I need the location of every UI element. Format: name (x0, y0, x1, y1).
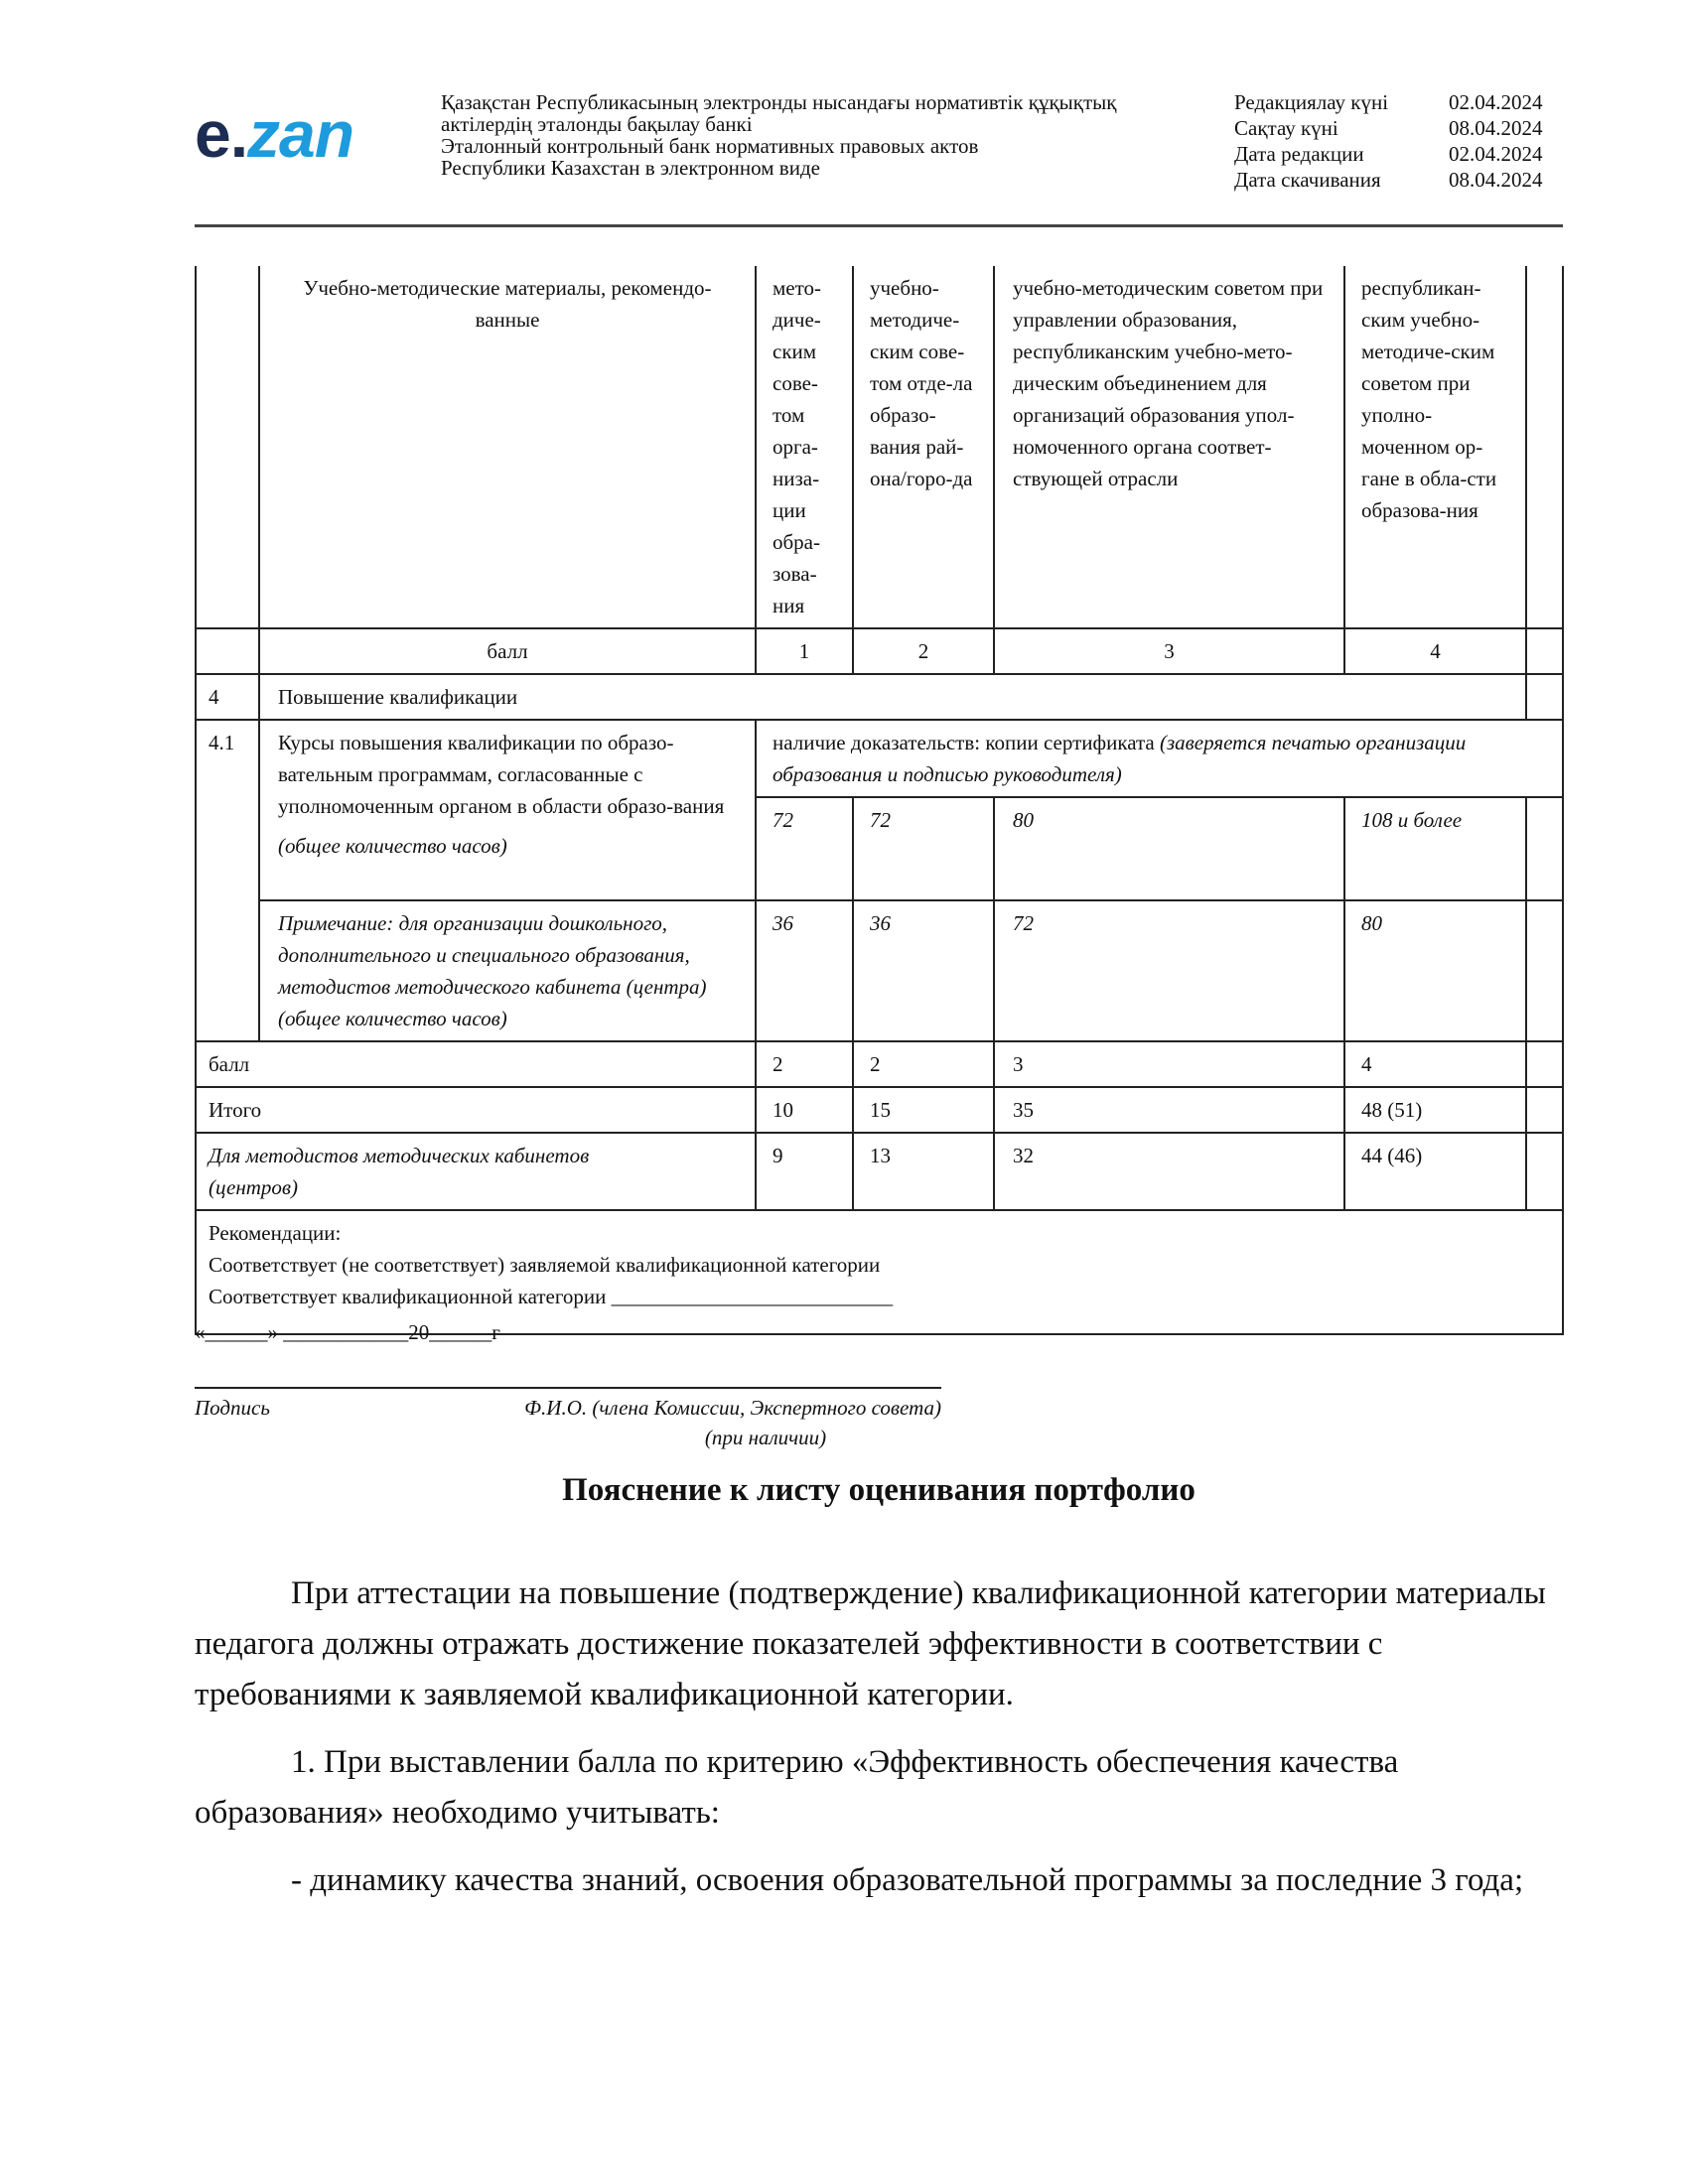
row-number: 4.1 (196, 720, 259, 1041)
table-cell: мето-диче-ским сове-том орга-низа-ции обра-зова-ния (756, 266, 853, 628)
recommendation-line: Соответствует квалификационной категории ___________________________ (209, 1285, 894, 1308)
recommendations-cell (196, 1210, 1563, 1334)
meta-value: 08.04.2024 (1449, 168, 1543, 192)
table-cell: 4 (1344, 1041, 1526, 1087)
row-label: балл (196, 1041, 756, 1087)
meta-row (1234, 141, 1552, 167)
table-row (196, 720, 1563, 797)
table-row (196, 1087, 1563, 1133)
table-cell: 13 (853, 1133, 994, 1210)
evidence-cell (756, 720, 1563, 797)
meta-label: Сақтау күні (1234, 116, 1338, 140)
row-label-text: Курсы повышения квалификации по образо-вательным программам, согласованные с уполномоченным органом в области образо-вания (278, 731, 725, 818)
table-cell: 72 (994, 900, 1344, 1041)
table-row (196, 1133, 1563, 1210)
table-cell (1526, 674, 1563, 720)
paragraph: При аттестации на повышение (подтверждение) квалификационной категории материалы педагога должны отражать достижение показателей эффективности в соответствии с требованиями к заявляемой квалификационной категории. (195, 1575, 1546, 1712)
org-line: Қазақстан Республикасының электронды нысандағы нормативтік құқықтық (441, 90, 1117, 114)
table-cell: учебно-методиче-ским сове-том отде-ла образо-вания рай-она/горо-да (853, 266, 994, 628)
row-label-italic: (общее количество часов) (278, 834, 507, 858)
logo-left: e. (195, 97, 248, 171)
table-row (196, 628, 1563, 674)
org-line: Эталонный контрольный банк нормативных правовых актов (441, 134, 979, 158)
table-cell (196, 266, 259, 628)
table-cell (1526, 1087, 1563, 1133)
table-cell: 80 (1344, 900, 1526, 1041)
table-cell: 2 (853, 628, 994, 674)
table-row (196, 1210, 1563, 1334)
meta-value: 02.04.2024 (1449, 142, 1543, 166)
table-cell (1526, 266, 1563, 628)
row-label: балл (259, 628, 756, 674)
assessment-table (195, 266, 1564, 1335)
table-cell: 4 (1344, 628, 1526, 674)
paragraph: - динамику качества знаний, освоения образовательной программы за последние 3 года; (291, 1862, 1524, 1898)
ezan-logo (195, 99, 353, 169)
table-cell (1526, 1133, 1563, 1210)
row-label: Для методистов методических кабинетов (центров) (196, 1133, 756, 1210)
table-row (196, 900, 1563, 1041)
table-cell: 80 (994, 797, 1344, 900)
table-cell: 36 (756, 900, 853, 1041)
table-cell (1526, 797, 1563, 900)
note-label: Примечание: для организации дошкольного, дополнительного и специального образования, методистов методического кабинета (центра) (общее количество часов) (259, 900, 756, 1041)
section-heading: Пояснение к листу оценивания портфолио (562, 1472, 1196, 1508)
table-row (196, 674, 1563, 720)
table-cell (1526, 628, 1563, 674)
paragraph: 1. При выставлении балла по критерию «Эффективность обеспечения качества образования» необходимо учитывать: (195, 1744, 1399, 1831)
row-label: Итого (196, 1087, 756, 1133)
org-line: Республики Казахстан в электронном виде (441, 156, 820, 180)
document-meta (1234, 89, 1552, 193)
table-cell: 72 (853, 797, 994, 900)
meta-value: 02.04.2024 (1449, 90, 1543, 114)
meta-label: Дата редакции (1234, 142, 1364, 166)
date-line: «______» ____________20______г (195, 1320, 500, 1344)
table-row (196, 1041, 1563, 1087)
logo-right: zan (247, 97, 354, 171)
table-cell: 35 (994, 1087, 1344, 1133)
meta-value: 08.04.2024 (1449, 116, 1543, 140)
explanation-body (195, 1569, 1563, 1923)
signature-name-label: Ф.И.О. (члена Комиссии, Экспертного совета) (524, 1396, 941, 1420)
signature-line (195, 1387, 941, 1389)
table-cell: 2 (853, 1041, 994, 1087)
table-cell: учебно-методическим советом при управлении образования, республиканским учебно-мето-дическим объединением для организаций образования упол-номоченного органа соответ-ствующей отрасли (994, 266, 1344, 628)
table-cell: 2 (756, 1041, 853, 1087)
table-cell: 32 (994, 1133, 1344, 1210)
table-cell: 72 (756, 797, 853, 900)
header-divider (195, 224, 1563, 227)
table-cell (196, 628, 259, 674)
row-label (259, 720, 756, 900)
signature-sub-label: (при наличии) (704, 1426, 827, 1449)
org-line: актілердің эталонды бақылау банкі (441, 112, 753, 136)
meta-row (1234, 167, 1552, 193)
table-cell: 1 (756, 628, 853, 674)
meta-label: Редакциялау күні (1234, 90, 1389, 114)
row-number: 4 (196, 674, 259, 720)
table-cell: 10 (756, 1087, 853, 1133)
table-cell: 15 (853, 1087, 994, 1133)
evidence-text: наличие доказательств: копии сертификата (773, 731, 1155, 754)
table-cell: 44 (46) (1344, 1133, 1526, 1210)
table-row (196, 266, 1563, 628)
table-cell: 36 (853, 900, 994, 1041)
table-cell (1526, 1041, 1563, 1087)
table-cell: 48 (51) (1344, 1087, 1526, 1133)
meta-row (1234, 89, 1552, 115)
table-cell: 9 (756, 1133, 853, 1210)
signature-label: Подпись (195, 1396, 270, 1420)
meta-row (1234, 115, 1552, 141)
table-cell: республикан-ским учебно-методиче-ским советом при уполно-моченном ор-гане в обла-сти образова-ния (1344, 266, 1526, 628)
evidence-italic: (заверяется печатью организации образования и подписью руководителя) (773, 731, 1467, 786)
meta-label: Дата скачивания (1234, 168, 1381, 192)
recommendation-line: Соответствует (не соответствует) заявляемой квалификационной категории (209, 1253, 881, 1277)
recommendations-title: Рекомендации: (209, 1221, 342, 1245)
row-label: Учебно-методические материалы, рекомендо-ванные (259, 266, 756, 628)
table-cell: 3 (994, 1041, 1344, 1087)
org-title (441, 91, 1196, 179)
table-cell: 108 и более (1344, 797, 1526, 900)
section-title: Повышение квалификации (259, 674, 1526, 720)
table-cell: 3 (994, 628, 1344, 674)
table-cell (1526, 900, 1563, 1041)
